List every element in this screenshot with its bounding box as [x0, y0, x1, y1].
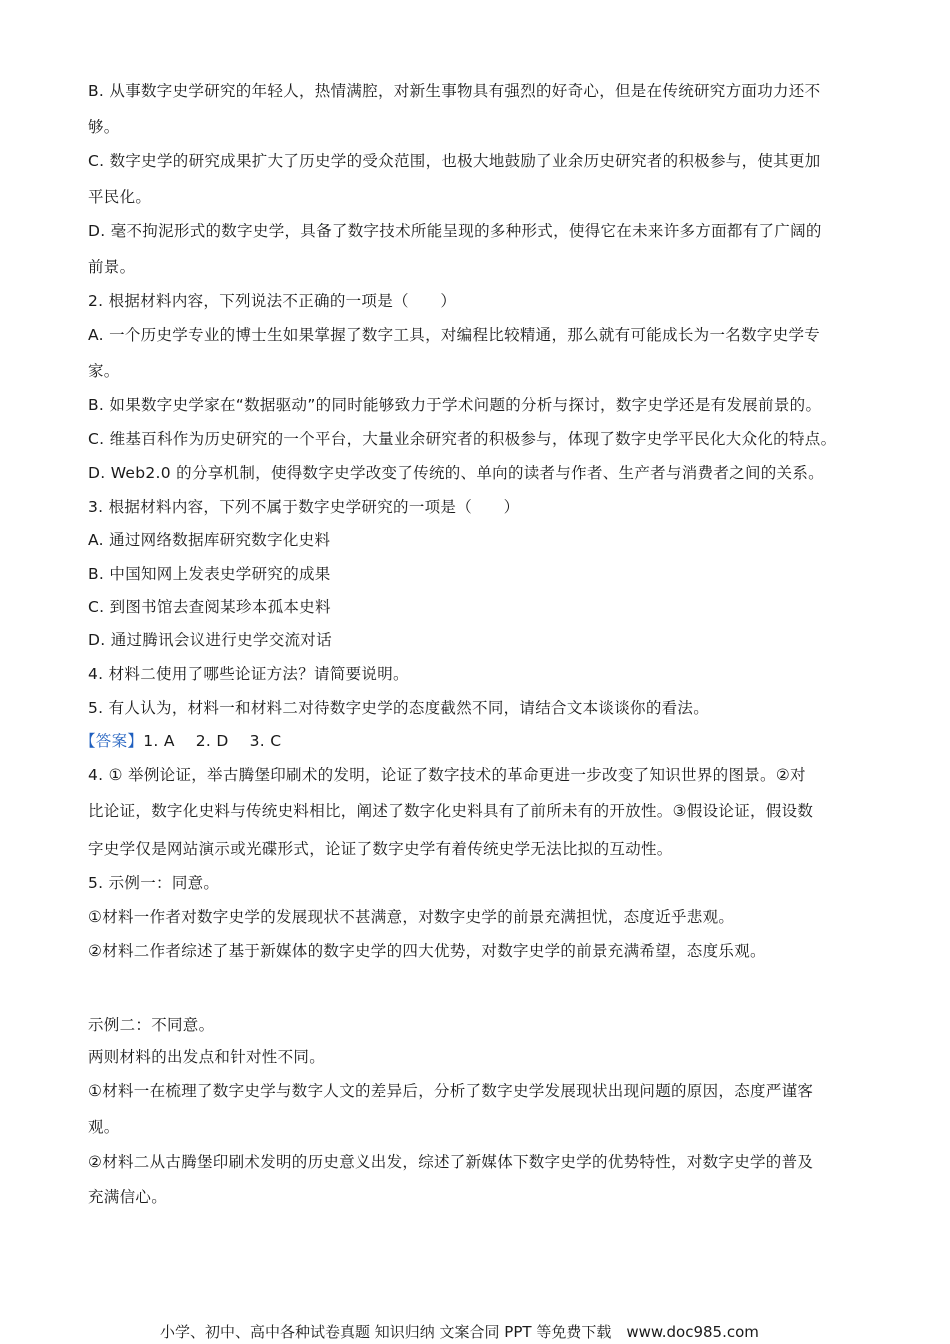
option-d-q3: D. 通过腾讯会议进行史学交流对话 [88, 631, 332, 649]
option-b-q2: B. 如果数字史学家在“数据驱动”的同时能够致力于学术问题的分析与探讨，数字史学还是有发展前景的。 [88, 396, 822, 414]
answer-5-example2-intro: 两则材料的出发点和针对性不同。 [88, 1048, 326, 1066]
answer-choices: 1. A 2. D 3. C [143, 732, 282, 750]
answer-5-example1: 5. 示例一：同意。 [88, 874, 220, 892]
question-4: 4. 材料二使用了哪些论证方法？请简要说明。 [88, 665, 409, 683]
option-d-q1-line1: D. 毫不拘泥形式的数字史学，具备了数字技术所能呈现的多种形式，使得它在未来许多方面都有了广阔的 [88, 222, 822, 240]
answer-5-example2: 示例二：不同意。 [88, 1016, 215, 1034]
answer-5-example2-point1-line2: 观。 [88, 1118, 120, 1136]
option-d-q1-line2: 前景。 [88, 258, 136, 276]
footer-watermark: 小学、初中、高中各种试卷真题 知识归纳 文案合同 PPT 等免费下载 www.doc985.com [160, 1323, 759, 1341]
option-a-q2-line2: 家。 [88, 362, 120, 380]
option-d-q2: D. Web2.0 的分享机制，使得数字史学改变了传统的、单向的读者与作者、生产者与消费者之间的关系。 [88, 464, 824, 482]
option-c-q2: C. 维基百科作为历史研究的一个平台，大量业余研究者的积极参与，体现了数字史学平民化大众化的特点。 [88, 430, 837, 448]
question-2: 2. 根据材料内容，下列说法不正确的一项是（ ） [88, 292, 457, 310]
question-3: 3. 根据材料内容，下列不属于数字史学研究的一项是（ ） [88, 498, 520, 516]
option-c-q1-line1: C. 数字史学的研究成果扩大了历史学的受众范围，也极大地鼓励了业余历史研究者的积极参与，使其更加 [88, 152, 821, 170]
option-a-q2-line1: A. 一个历史学专业的博士生如果掌握了数字工具，对编程比较精通，那么就有可能成长为一名数字史学专 [88, 326, 821, 344]
answer-5-example2-point2-line1: ②材料二从古腾堡印刷术发明的历史意义出发，综述了新媒体下数字史学的优势特性，对数字史学的普及 [88, 1153, 814, 1171]
answer-4-line1: 4. ① 举例论证，举古腾堡印刷术的发明，论证了数字技术的革命更进一步改变了知识世界的图景。②对 [88, 766, 806, 784]
option-c-q3: C. 到图书馆去查阅某珍本孤本史料 [88, 598, 331, 616]
answer-summary [80, 730, 870, 752]
answer-5-example2-point2-line2: 充满信心。 [88, 1188, 168, 1206]
option-a-q3: A. 通过网络数据库研究数字化史料 [88, 531, 331, 549]
option-c-q1-line2: 平民化。 [88, 188, 152, 206]
option-b-q1-line1: B. 从事数字史学研究的年轻人，热情满腔，对新生事物具有强烈的好奇心，但是在传统研究方面功力还不 [88, 82, 821, 100]
answer-label: 【答案】 [80, 732, 144, 750]
answer-4-line2: 比论证，数字化史料与传统史料相比，阐述了数字化史料具有了前所未有的开放性。③假设论证，假设数 [88, 802, 814, 820]
answer-5-example1-point1: ①材料一作者对数字史学的发展现状不甚满意，对数字史学的前景充满担忧，态度近乎悲观。 [88, 908, 735, 926]
option-b-q3: B. 中国知网上发表史学研究的成果 [88, 565, 331, 583]
question-5: 5. 有人认为，材料一和材料二对待数字史学的态度截然不同，请结合文本谈谈你的看法。 [88, 699, 710, 717]
answer-4-line3: 字史学仅是网站演示或光碟形式，论证了数字史学有着传统史学无法比拟的互动性。 [88, 840, 673, 858]
option-b-q1-line2: 够。 [88, 118, 120, 136]
answer-5-example1-point2: ②材料二作者综述了基于新媒体的数字史学的四大优势，对数字史学的前景充满希望，态度乐观。 [88, 942, 766, 960]
answer-5-example2-point1-line1: ①材料一在梳理了数字史学与数字人文的差异后，分析了数字史学发展现状出现问题的原因，态度严谨客 [88, 1082, 814, 1100]
